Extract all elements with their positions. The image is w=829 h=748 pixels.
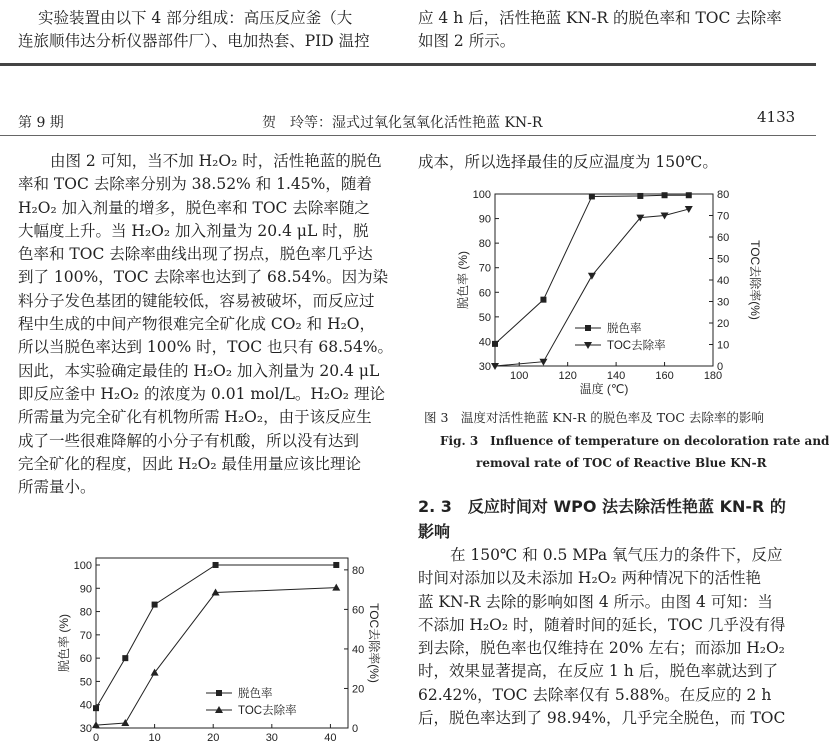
y-tick-label: 50 [478,311,491,324]
series-line-1 [96,588,336,725]
y-right-tick-label: 20 [352,683,365,696]
para-line: 蓝 KN-R 去除的影响如图 4 所示。由图 4 可知：当 [418,592,773,611]
y-tick-label: 80 [478,238,491,251]
top-right-line-2: 如图 2 所示。 [418,32,516,50]
y-tick-label: 30 [79,723,92,735]
section-heading-cont: 影响 [418,522,451,541]
legend-marker [585,325,591,331]
right-paragraph [418,544,785,730]
para-line: 所需量为完全矿化有机物所需 H₂O₂，由于该反应生 [18,408,372,427]
y-right-tick-label: 70 [717,210,730,223]
para-line: 在 150℃ 和 0.5 MPa 氧气压力的条件下，反应 [450,546,783,564]
top-right-line-1: 应 4 h 后，活性艳蓝 KN-R 的脱色率和 TOC 去除率 [418,9,782,27]
x-tick-label: 10 [148,732,161,744]
data-point-0 [540,297,546,303]
x-tick-label: 100 [510,370,529,382]
data-point-0 [686,192,692,198]
data-point-1 [332,584,340,591]
y-right-tick-label: 80 [717,189,730,201]
y-tick-label: 50 [79,676,92,689]
legend-marker [216,690,222,696]
series-line-0 [495,195,689,344]
para-line: 完全矿化的程度，因此 H₂O₂ 最佳用量应该比理论 [18,454,362,473]
para-line: 由图 2 可知，当不加 H₂O₂ 时，活性艳蓝的脱色 [50,152,382,170]
y-tick-label: 80 [79,606,92,619]
para-line: 成了一些很难降解的小分子有机酸，所以没有达到 [18,431,360,450]
para-line: 料分子发色基团的键能较低，容易被破坏，而反应过 [18,291,375,310]
y-right-tick-label: 20 [717,318,730,330]
legend-label: 脱色率 [607,323,642,335]
data-point-1 [588,273,596,280]
x-tick-label: 160 [655,370,674,382]
y-right-tick-label: 0 [352,723,359,735]
y-tick-label: 100 [472,189,491,201]
y-right-tick-label: 10 [717,339,730,352]
y-right-tick-label: 40 [717,275,730,287]
y-tick-label: 70 [478,262,491,275]
left-paragraph [18,150,393,499]
y-right-axis-title: TOC去除率(%) [367,603,381,683]
para-line: 率和 TOC 去除率分别为 38.52% 和 1.45%，随着 [18,175,372,194]
para-line: 到去除，脱色率也仅维持在 20% 左右；而添加 H₂O₂ [418,639,785,658]
para-line: 程中生成的中间产物很难完全矿化成 CO₂ 和 H₂O， [18,315,376,334]
page-break-rule [0,63,816,66]
data-point-0 [662,192,668,198]
fig3-caption-cn: 图 3 温度对活性艳蓝 KN-R 的脱色率及 TOC 去除率的影响 [424,410,764,425]
x-tick-label: 180 [703,370,723,382]
legend-label: 脱色率 [238,688,273,700]
issue-number: 第 9 期 [18,115,64,131]
legend-label: TOC去除率 [607,340,666,352]
y-right-tick-label: 80 [352,564,365,577]
para-line: 不添加 H₂O₂ 时，随着时间的延长，TOC 几乎没有得 [418,615,786,634]
x-tick-label: 120 [558,370,577,382]
top-left-line-1: 实验装置由以下 4 部分组成：高压反应釜（大 [38,9,353,27]
figure-3-chart [455,180,762,402]
y-right-tick-label: 60 [717,232,730,244]
page-number: 4133 [757,108,796,126]
y-tick-label: 40 [478,336,491,349]
y-right-tick-label: 60 [352,604,365,617]
data-point-1 [121,719,129,726]
running-title: 贺 玲等：湿式过氧化氢氧化活性艳蓝 KN-R [262,115,543,131]
figure-2-chart [57,548,381,748]
y-right-tick-label: 50 [717,253,730,266]
para-line: 大幅度上升。当 H₂O₂ 加入剂量为 20.4 μL 时，脱 [18,221,369,240]
para-line: 色率和 TOC 去除率曲线出现了拐点，脱色率几乎达 [18,245,373,264]
para-line: 所以当脱色率达到 100% 时，TOC 也只有 68.54%。 [18,338,394,357]
data-point-0 [152,602,158,608]
y-tick-label: 70 [79,629,92,642]
para-line: 因此，本实验确定最佳的 H₂O₂ 加入剂量为 20.4 μL [18,361,380,380]
right-top-line: 成本，所以选择最佳的反应温度为 150℃。 [418,153,718,171]
top-left-line-2: 连旅顺伟达分析仪器部件厂）、电加热套、PID 温控 [18,32,370,50]
y-tick-label: 60 [79,653,92,666]
fig3-caption-en-1: Fig. 3 Influence of temperature on decoloration rate and [440,434,829,448]
y-tick-label: 30 [478,361,491,373]
y-right-tick-label: 30 [717,296,730,309]
x-tick-label: 140 [606,370,626,382]
y-tick-label: 100 [73,559,92,572]
data-point-0 [333,562,339,568]
y-right-tick-label: 0 [717,361,724,373]
plot-frame [495,194,713,366]
fig3-caption-en-2: removal rate of TOC of Reactive Blue KN-R [476,456,767,470]
header-rule [0,135,816,136]
y-tick-label: 90 [478,213,491,226]
data-point-0 [637,193,643,199]
para-line: 到了 100%，TOC 去除率也达到了 68.54%。因为染 [18,268,389,287]
para-line: 时间对添加以及未添加 H₂O₂ 两种情况下的活性艳 [418,569,762,588]
data-point-0 [589,193,595,199]
x-axis-title: 温度 (℃) [579,382,629,396]
x-tick-label: 40 [324,732,337,744]
data-point-0 [93,705,99,711]
legend-label: TOC去除率 [238,705,297,717]
x-tick-label: 30 [265,732,278,744]
x-tick-label: 20 [207,732,220,744]
y-tick-label: 60 [478,287,491,300]
section-heading: 2. 3 反应时间对 WPO 法去除活性艳蓝 KN-R 的 [418,497,786,516]
para-line: 所需量小。 [18,478,96,497]
para-line: 后，脱色率达到了 98.94%，几乎完全脱色，而 TOC [418,709,786,728]
data-point-0 [213,562,219,568]
y-tick-label: 40 [79,699,92,712]
para-line: 即反应釜中 H₂O₂ 的浓度为 0.01 mol/L。H₂O₂ 理论 [18,384,385,403]
para-line: H₂O₂ 加入剂量的增多，脱色率和 TOC 去除率随之 [18,198,370,217]
series-line-0 [96,565,336,708]
y-axis-title: 脱色率 (%) [57,614,71,672]
y-axis-title: 脱色率 (%) [456,251,470,309]
para-line: 时，效果显著提高，在反应 1 h 后，脱色率就达到了 [418,662,779,681]
y-tick-label: 90 [79,583,92,596]
y-right-tick-label: 40 [352,643,365,656]
y-right-axis-title: TOC去除率(%) [748,240,762,320]
data-point-0 [122,655,128,661]
x-tick-label: 0 [92,732,100,744]
data-point-0 [492,341,498,347]
para-line: 62.42%，TOC 去除率仅有 5.88%。在反应的 2 h [418,685,772,704]
